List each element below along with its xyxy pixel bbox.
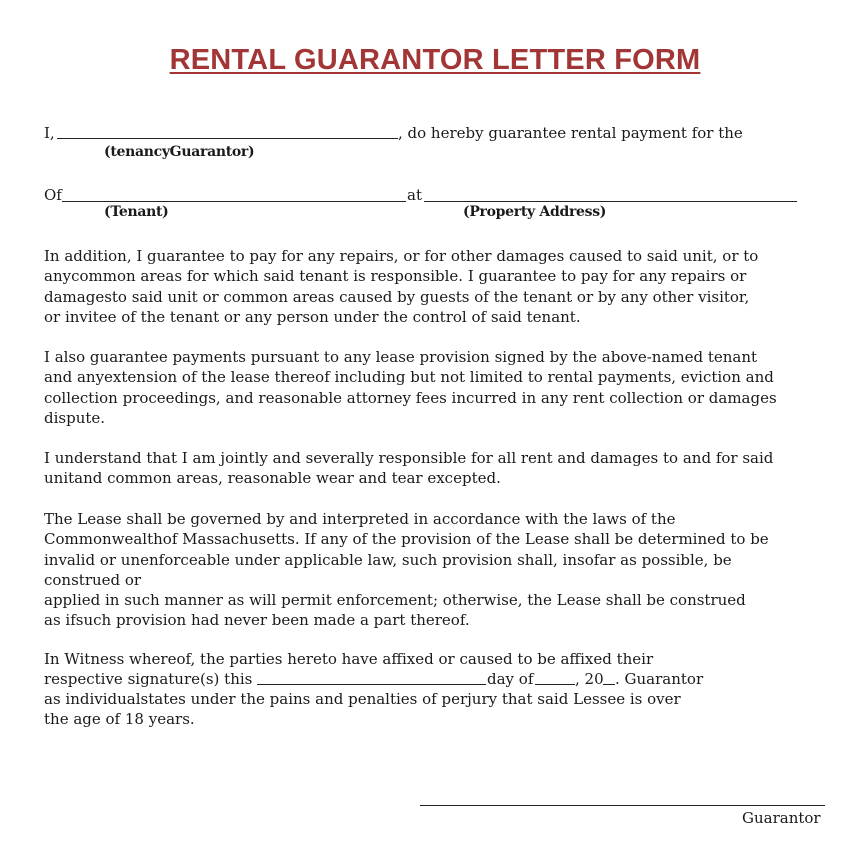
- paragraph-line: dispute.: [44, 408, 106, 427]
- lease-payments-paragraph: [44, 347, 834, 428]
- witness-line: In Witness whereof, the parties hereto have affixed or caused to be affixed their: [44, 650, 654, 668]
- property-address-field[interactable]: [424, 201, 797, 202]
- year-field[interactable]: [603, 684, 615, 685]
- year-prefix: , 20: [575, 670, 604, 688]
- paragraph-line: or invitee of the tenant or any person under the control of said tenant.: [44, 307, 581, 326]
- guarantor-prefix: I,: [44, 124, 55, 142]
- paragraph-line: and anyextension of the lease thereof including but not limited to rental payments, eviction and: [44, 368, 774, 387]
- repairs-paragraph: [44, 246, 834, 327]
- paragraph-line: The Lease shall be governed by and interpreted in accordance with the laws of the: [44, 510, 676, 528]
- paragraph-line: anycommon areas for which said tenant is responsible. I guarantee to pay for any repairs or: [44, 267, 747, 286]
- paragraph-line: I also guarantee payments pursuant to any lease provision signed by the above-named tenant: [44, 348, 758, 366]
- paragraph-line: Commonwealthof Massachusetts. If any of the provision of the Lease shall be determined to be: [44, 530, 769, 549]
- day-of-label: day of: [487, 670, 534, 688]
- witness-line: the age of 18 years.: [44, 710, 195, 728]
- guarantor-signature-field[interactable]: [420, 805, 825, 806]
- guarantor-caption: (tenancyGuarantor): [104, 144, 255, 160]
- paragraph-line: In addition, I guarantee to pay for any repairs, or for other damages caused to said unit, or to: [44, 247, 759, 265]
- joint-liability-paragraph: [44, 448, 834, 489]
- tenant-caption: (Tenant): [104, 204, 169, 220]
- paragraph-line: as ifsuch provision had never been made a part thereof.: [44, 611, 470, 630]
- paragraph-line: construed or: [44, 570, 142, 589]
- governing-law-paragraph: [44, 509, 834, 631]
- paragraph-line: damagesto said unit or common areas caused by guests of the tenant or by any other visitor,: [44, 287, 750, 306]
- form-title: RENTAL GUARANTOR LETTER FORM: [169, 44, 701, 76]
- paragraph-line: invalid or unenforceable under applicable law, such provision shall, insofar as possible, be: [44, 550, 732, 569]
- paragraph-line: I understand that I am jointly and severally responsible for all rent and damages to and for said: [44, 449, 774, 467]
- at-label: at: [407, 186, 422, 204]
- tenant-name-field[interactable]: [62, 201, 406, 202]
- signature-label: Guarantor: [742, 809, 821, 827]
- witness-line: as individualstates under the pains and penalties of perjury that said Lessee is over: [44, 690, 681, 708]
- paragraph-line: applied in such manner as will permit enforcement; otherwise, the Lease shall be construed: [44, 591, 746, 610]
- address-caption: (Property Address): [463, 204, 607, 220]
- signature-date-field[interactable]: [257, 684, 486, 685]
- paragraph-line: collection proceedings, and reasonable attorney fees incurred in any rent collection or damages: [44, 388, 777, 407]
- tenant-prefix: Of: [44, 186, 62, 204]
- signature-this-label: respective signature(s) this: [44, 670, 253, 688]
- guarantee-statement: , do hereby guarantee rental payment for the: [398, 124, 743, 142]
- month-field[interactable]: [535, 684, 575, 685]
- guarantor-name-field[interactable]: [57, 138, 398, 139]
- guarantor-inline-label: . Guarantor: [615, 670, 704, 688]
- paragraph-line: unitand common areas, reasonable wear and tear excepted.: [44, 469, 501, 488]
